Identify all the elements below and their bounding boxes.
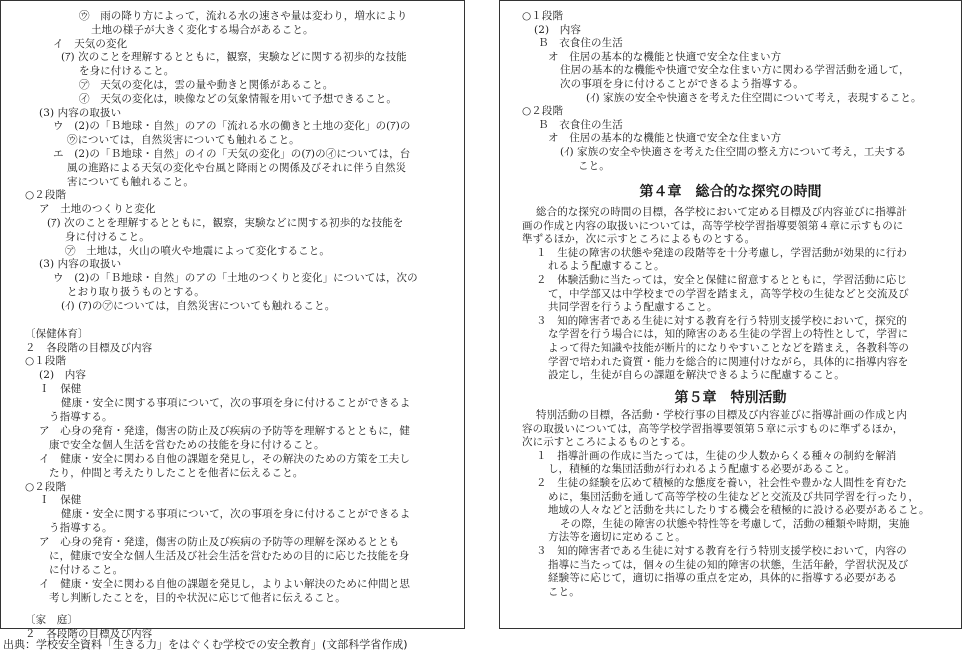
text-line: ２ 体験活動に当たっては，安全と保健に留意するとともに，学習活動に応じ: [536, 274, 907, 286]
text-line: 害についても触れること。: [67, 175, 194, 188]
text-line: 共同学習を行うよう配慮すること。: [548, 301, 718, 314]
text-line: (2) 内容: [39, 369, 86, 382]
text-line: エ (2)の「Ｂ地球・自然」のイの「天気の変化」の(ｱ)の㋑については，台: [53, 148, 411, 160]
text-line: ウ (2)の「Ｂ地球・自然」のアの「流れる水の働きと土地の変化」の(ｱ)の: [53, 120, 411, 133]
text-line: １ 指導計画の作成に当たっては，生徒の少人数からくる種々の制約を解消: [536, 449, 897, 462]
chapter4-heading: 第４章 総合的な探究の時間: [639, 184, 822, 200]
text-line: めに，集団活動を通して高等学校の生徒などと交流及び共同学習を行ったり，: [548, 490, 919, 503]
text-line: 方法等を適切に定めること。: [548, 531, 686, 544]
text-line: 風の進路による天気の変化や台風と降雨との関係及びそれに伴う自然災: [67, 161, 407, 174]
left-document-panel: [0, 0, 465, 640]
text-line: イ 天気の変化: [53, 37, 128, 50]
text-line: こと。: [578, 159, 610, 172]
text-line: 康で安全な個人生活を営むための技能を身に付けること。: [49, 438, 325, 451]
text-line: 総合的な探究の時間の目標，各学校において定める目標及び内容並びに指導計: [536, 206, 907, 218]
text-line: ○１段階: [522, 10, 564, 22]
text-line: 経験等に応じて，適切に指導の重点を定め，具体的に指導する必要がある: [548, 572, 898, 585]
text-line: ○１段階: [25, 355, 67, 368]
text-line: 学習で培われた資質・能力を総合的に関連付けながら，具体的に指導内容を: [548, 355, 909, 368]
text-line: 健康・安全に関する事項について，次の事項を身に付けることができるよ: [61, 508, 411, 521]
text-line: れるよう配慮すること。: [548, 260, 665, 273]
text-line: て，中学部又は中学校までの学習を踏まえ，高等学校の生徒などと交流及び: [548, 287, 909, 300]
text-line: 〔保健体育〕: [25, 327, 89, 340]
text-line: う指導する。: [49, 522, 113, 535]
text-line: な学習を行う場合には，知的障害のある生徒の学習上の特性として，学習に: [548, 328, 909, 341]
text-line: (ｲ) 家族の安全や快適さを考えた住空間の整え方について考え，工夫する: [560, 146, 907, 158]
text-line: Ｉ 保健: [39, 494, 82, 507]
text-line: 指導に当たっては，個々の生徒の知的障害の状態，生活年齢，学習状況及び: [548, 558, 909, 571]
text-line: 容の取扱いについては，高等学校学習指導要領第５章に示すものに準ずるほか，: [522, 422, 904, 435]
text-line: 準ずるほか，次に示すところによるものとする。: [522, 233, 756, 246]
text-line: ㋐ 土地は，火山の噴火や地震によって変化すること。: [65, 244, 330, 257]
text-line: ㋐ 天気の変化は，雲の量や動きと関係があること。: [79, 79, 334, 91]
text-line: 住居の基本的な機能や快適で安全な住まい方に関わる学習活動を通して，: [560, 64, 910, 77]
text-line: ○２段階: [522, 105, 564, 118]
text-line: Ｂ 衣食住の生活: [538, 118, 623, 131]
text-line: よって得た知識や技能が断片的になりやすいことなどを踏まえ，各教科等の: [548, 342, 910, 354]
text-line: を身に付けること。: [79, 65, 175, 78]
text-line: とおり取り扱うものとする。: [67, 286, 205, 298]
text-line: Ｂ 衣食住の生活: [538, 37, 623, 50]
text-line: Ｉ 保健: [39, 383, 82, 396]
text-line: オ 住居の基本的な機能と快適で安全な住まい方: [548, 132, 782, 145]
text-line: オ 住居の基本的な機能と快適で安全な住まい方: [548, 50, 782, 63]
text-line: 設定し，生徒が自らの課題を解決できるように配慮すること。: [548, 369, 845, 382]
text-line: イ 健康・安全に関わる自他の課題を発見し，その解決のための方策を工夫し: [39, 452, 410, 465]
text-line: ア 心身の発育・発達，傷害の防止及び疾病の予防等を理解するとともに，健: [39, 424, 410, 437]
text-line: ㋑ 天気の変化は，映像などの気象情報を用いて予想できること。: [79, 92, 397, 105]
text-line: 画の作成と内容の取扱いについては，高等学校学習指導要領第４章に示すものに: [522, 219, 904, 232]
text-line: ３ 知的障害者である生徒に対する教育を行う特別支援学校において，探究的: [536, 314, 907, 327]
text-line: (3) 内容の取扱い: [39, 258, 122, 271]
text-line: し，積極的な集団活動が行われるよう配慮する必要があること。: [548, 463, 856, 476]
text-line: に付けること。: [49, 563, 124, 576]
text-line: (ｱ) 次のことを理解するとともに，観察，実験などに関する初歩的な技能を: [47, 217, 404, 229]
text-line: こと。: [548, 585, 580, 598]
text-line: ２ 生徒の経験を広めて積極的な態度を養い，社会性や豊かな人間性を育むた: [536, 477, 907, 489]
text-line: その際，生徒の障害の状態や特性等を考慮して，活動の種類や時期，実施: [560, 517, 910, 530]
text-line: 健康・安全に関する事項について，次の事項を身に付けることができるよ: [61, 397, 411, 410]
text-line: (ｲ) 家族の安全や快適さを考えた住空間について考え，表現すること。: [586, 91, 922, 104]
text-line: (2) 内容: [534, 23, 581, 36]
right-document-panel: [499, 0, 962, 629]
text-line: 特別活動の目標，各活動・学校行事の目標及び内容並びに指導計画の作成と内: [536, 409, 907, 421]
text-line: ア 土地のつくりと変化: [39, 203, 156, 216]
text-line: (ｲ) (ｱ)の㋐については，自然災害についても触れること。: [61, 299, 336, 312]
text-line: 土地の様子が大きく変化する場合があること。: [91, 23, 314, 36]
text-line: (3) 内容の取扱い: [39, 106, 122, 119]
text-line: (ｱ) 次のことを理解するとともに，観察，実験などに関する初歩的な技能: [61, 51, 407, 64]
text-line: ○２段階: [25, 480, 67, 493]
text-line: ア 心身の発育・発達，傷害の防止及び疾病の予防等の理解を深めるととも: [39, 536, 400, 549]
text-line: に，健康で安全な個人生活及び社会生活を営むための目的に応じた技能を身: [49, 550, 410, 562]
text-line: う指導する。: [49, 411, 113, 423]
text-line: ㋒については，自然災害についても触れること。: [67, 134, 300, 147]
text-line: 身に付けること。: [65, 230, 150, 243]
text-line: ３ 知的障害者である生徒に対する教育を行う特別支援学校において，内容の: [536, 545, 907, 557]
text-line: 次の事項を身に付けることができるよう指導する。: [560, 78, 804, 90]
text-line: 考し判断したことを，目的や状況に応じて他者に伝えること。: [49, 591, 346, 604]
text-line: ㋒ 雨の降り方によって，流れる水の速さや量は変わり，増水により: [79, 10, 408, 22]
text-line: ウ (2)の「Ｂ地球・自然」のアの「土地のつくりと変化」については，次の: [53, 272, 418, 285]
chapter5-heading: 第５章 特別活動: [674, 390, 787, 406]
text-line: 〔家 庭〕: [25, 613, 78, 626]
text-line: ○２段階: [25, 189, 67, 202]
text-line: イ 健康・安全に関わる自他の課題を発見し，よりよい解決のために仲間と思: [39, 577, 410, 590]
text-line: ２ 各段階の目標及び内容: [25, 341, 153, 354]
text-line: ２ 各段階の目標及び内容: [25, 627, 153, 640]
text-line: たり，仲間と考えたりしたことを他者に伝えること。: [49, 466, 304, 479]
text-line: 次に示すところによるものとする。: [522, 436, 692, 449]
text-line: １ 生徒の障害の状態や発達の段階等を十分考慮し，学習活動が効果的に行わ: [536, 246, 907, 259]
text-line: 地域の人々などと活動を共にしたりする機会を積極的に設ける必要があること。: [548, 504, 930, 517]
source-note: 出典：学校安全資料「生きる力」をはぐくむ学校での安全教育」(文部科学省作成): [3, 638, 408, 651]
